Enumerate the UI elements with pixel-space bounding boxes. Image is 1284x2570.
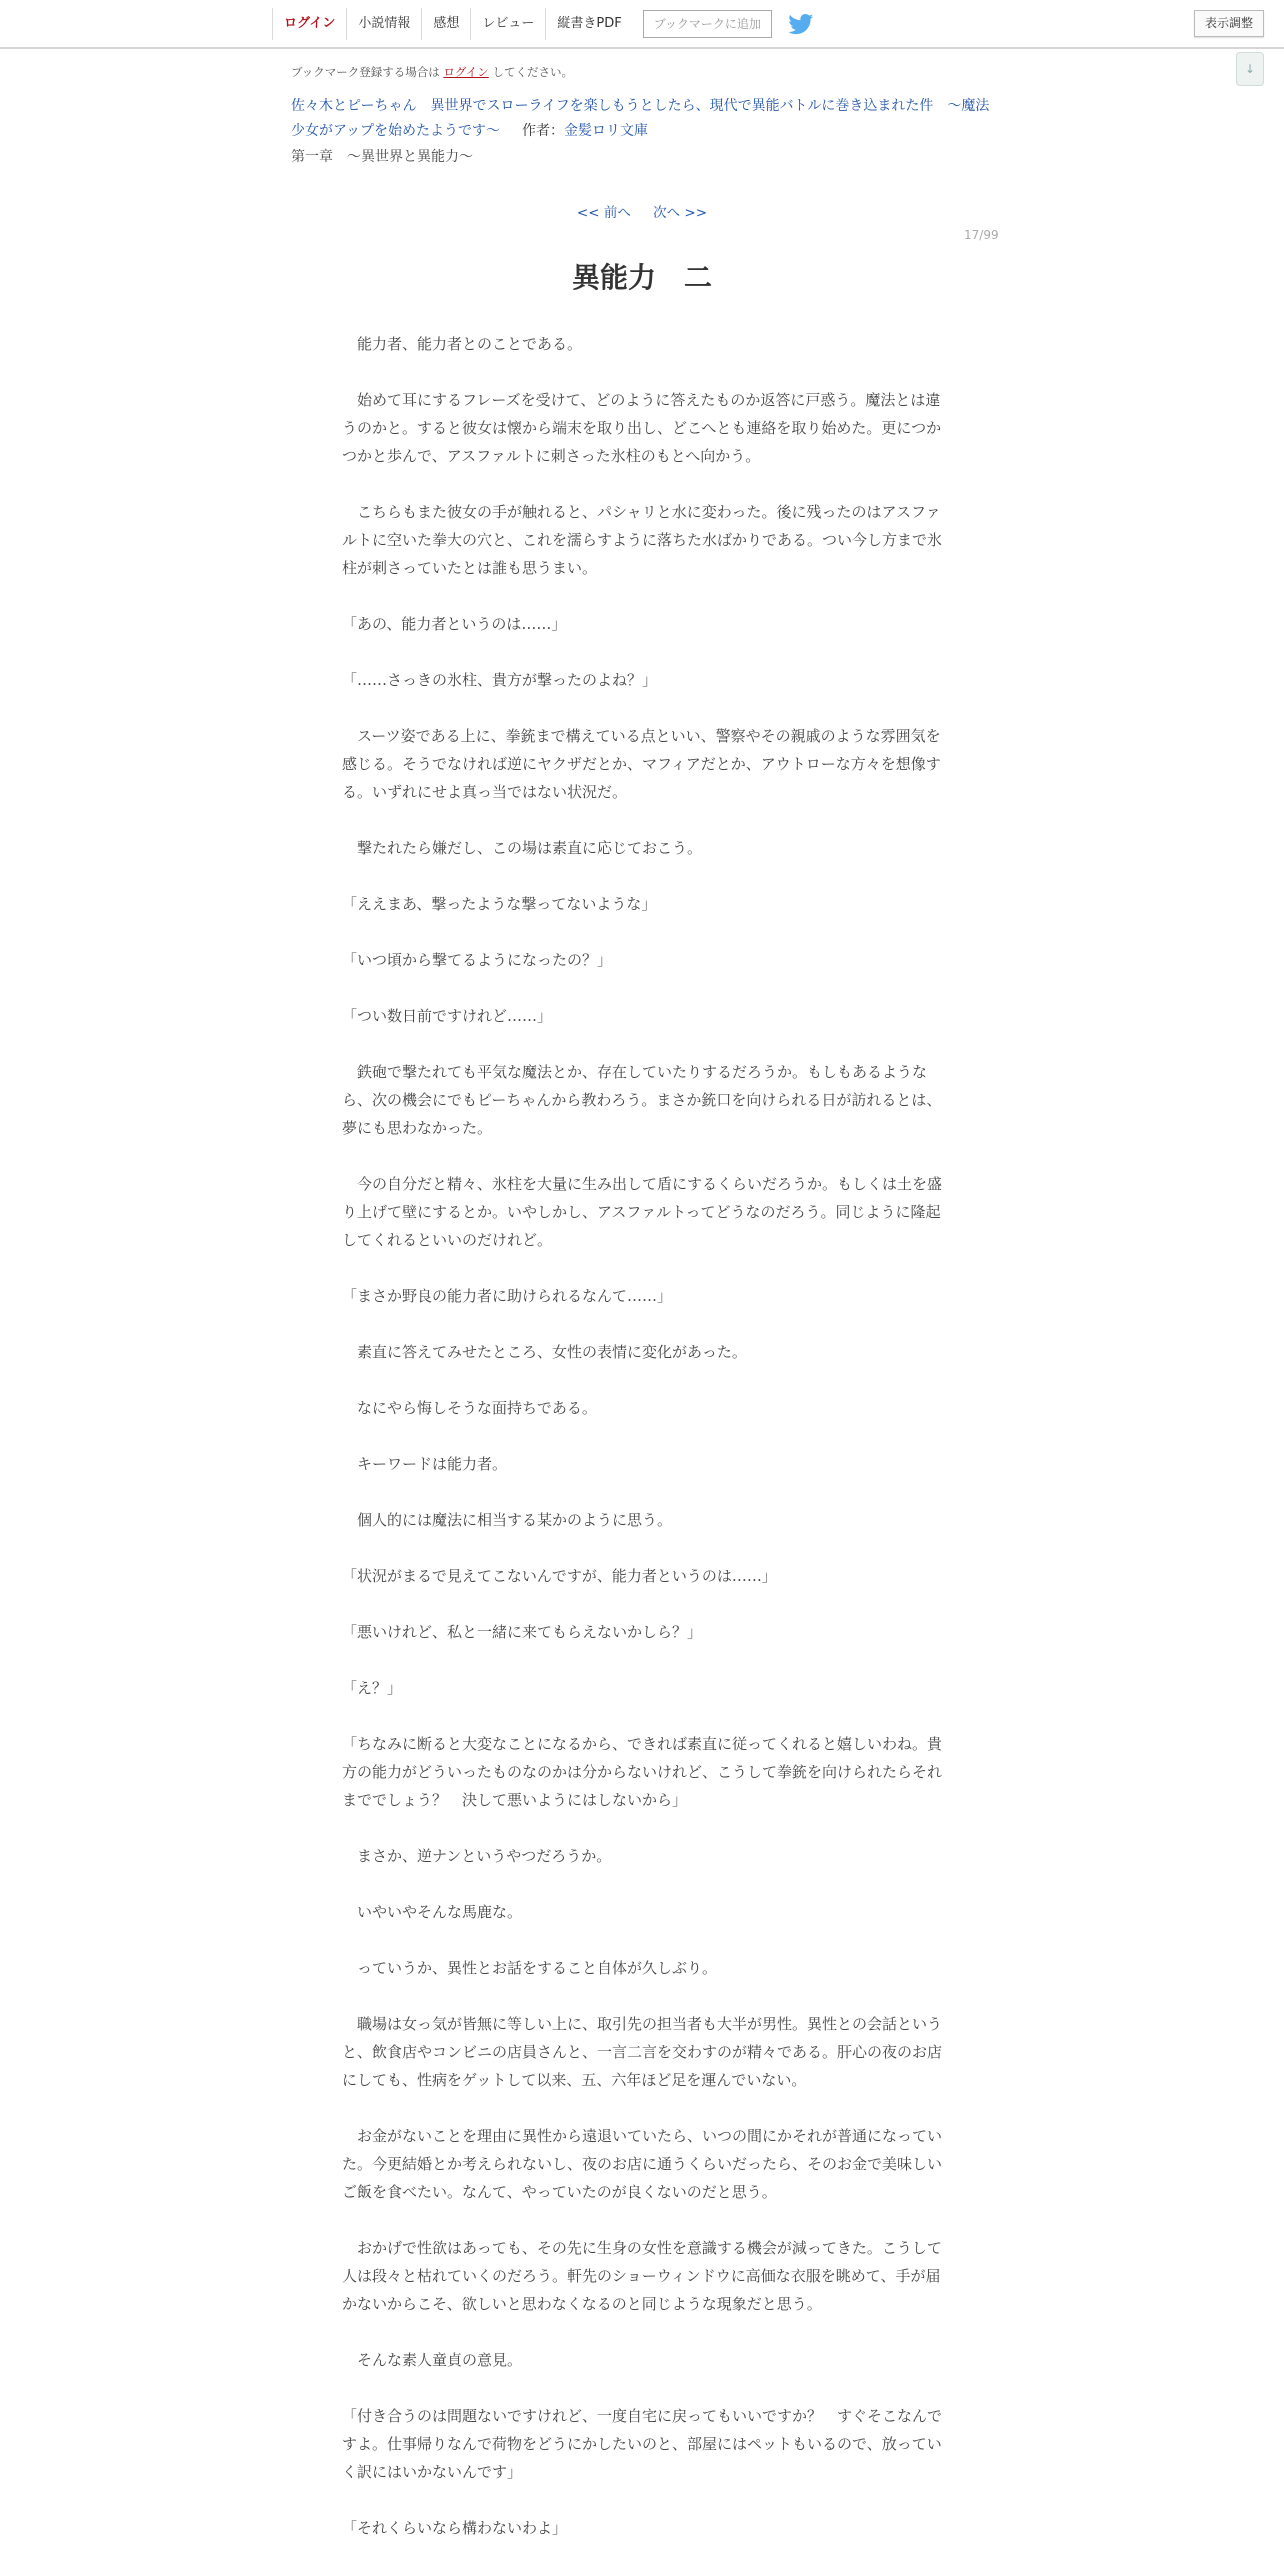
body-paragraph: 「え？」 (342, 1679, 403, 1697)
scroll-down-button[interactable]: ↓ (1236, 52, 1264, 86)
bookmark-note-suffix: してください。 (492, 65, 573, 79)
author-link[interactable]: 金髪ロリ文庫 (564, 123, 649, 139)
body-paragraph: 鉄砲で撃たれても平気な魔法とか、存在していたりするだろうか。もしもあるようなら、次の機会にでもピーちゃんから教わろう。まさか銃口を向けられる日が訪れるとは、夢にも思わなかった。 (342, 1063, 942, 1137)
body-paragraph: 「付き合うのは問題ないですけれど、一度自宅に戻ってもいいですか？ すぐそこなんですよ。仕事帰りなんで荷物をどうにかしたいのと、部屋にはペットもいるので、放っていく訳にはいかないんです」 (342, 2407, 943, 2481)
novel-title-link[interactable]: 佐々木とピーちゃん 異世界でスローライフを楽しもうとしたら、現代で異能バトルに巻き込まれた件 ～魔法少女がアップを始めたようです～ (291, 98, 990, 139)
novel-info-link[interactable]: 小説情報 (346, 8, 421, 40)
next-episode-link[interactable]: 次へ >> (653, 205, 708, 221)
body-paragraph: っていうか、異性とお話をすること自体が久しぶり。 (342, 1959, 718, 1977)
body-paragraph: 今の自分だと精々、氷柱を大量に生み出して盾にするくらいだろうか。もしくは土を盛り上げて壁にするとか。いやしかし、アスファルトってどうなのだろう。同じように隆起してくれるといいのだけれど。 (342, 1175, 943, 1249)
body-paragraph: 「つい数日前ですけれど……」 (342, 1007, 553, 1025)
body-paragraph: いやいやそんな馬鹿な。 (342, 1903, 523, 1921)
body-paragraph: 撃たれたら嫌だし、この場は素直に応じておこう。 (342, 839, 703, 857)
body-paragraph: 「ええまあ、撃ったような撃ってないような」 (342, 895, 657, 913)
episode-subtitle: 異能力 二 (571, 261, 712, 294)
body-paragraph: 「まさか野良の能力者に助けられるなんて……」 (342, 1287, 673, 1305)
novel-header (291, 94, 991, 144)
episode-count: 17/99 (964, 228, 999, 242)
body-paragraph: スーツ姿である上に、拳銃まで構えている点といい、警察やその親戚のような雰囲気を感じる。そうでなければ逆にヤクザだとか、マフィアだとか、アウトローな方々を想像する。いずれにせよ真っ当ではない状況だ。 (342, 727, 941, 801)
bookmark-note-login-link[interactable]: ログイン (443, 65, 489, 79)
body-paragraph: こちらもまた彼女の手が触れると、パシャリと水に変わった。後に残ったのはアスファルトに空いた拳大の穴と、これを濡らすように落ちた水ばかりである。つい今し方まで氷柱が刺さっていたとは誰も思うまい。 (342, 503, 943, 577)
body-paragraph: 始めて耳にするフレーズを受けて、どのように答えたものか返答に戸惑う。魔法とは違うのかと。すると彼女は懐から端末を取り出し、どこへとも連絡を取り始めた。更につかつかと歩んで、アスファルトに刺さった氷柱のもとへ向かう。 (342, 391, 942, 465)
vertical-pdf-link[interactable]: 縦書きPDF (545, 8, 632, 40)
body-paragraph: キーワードは能力者。 (342, 1455, 508, 1473)
body-paragraph: そんな素人童貞の意見。 (342, 2351, 523, 2369)
prev-episode-link[interactable]: << 前へ (576, 205, 631, 221)
body-paragraph: 「あの、能力者というのは……」 (342, 615, 567, 633)
review-link[interactable]: レビュー (470, 8, 545, 40)
chapter-title: 第一章 ～異世界と異能力～ (291, 149, 473, 165)
impressions-link[interactable]: 感想 (421, 8, 470, 40)
body-paragraph: 「ちなみに断ると大変なことになるから、できれば素直に従ってくれると嬉しいわね。貴方の能力がどういったものなのかは分からないけれど、こうして拳銃を向けられたらそれまででしょう？ 決して悪いようにはしないから」 (342, 1735, 943, 1809)
bookmark-note-prefix: ブックマーク登録する場合は (291, 65, 440, 79)
novel-body (342, 330, 942, 2570)
twitter-bird-icon[interactable] (788, 13, 814, 35)
author-label: 作者： (522, 123, 565, 139)
bookmark-login-note (291, 64, 573, 80)
body-paragraph: 「悪いけれど、私と一緒に来てもらえないかしら？」 (342, 1623, 703, 1641)
body-paragraph: 「それくらいなら構わないわよ」 (342, 2519, 568, 2537)
body-paragraph: 「いつ頃から撃てるようになったの？」 (342, 951, 613, 969)
body-paragraph: まさか、逆ナンというやつだろうか。 (342, 1847, 612, 1865)
episode-pager (0, 201, 1284, 221)
body-paragraph: 職場は女っ気が皆無に等しい上に、取引先の担当者も大半が男性。異性との会話というと、飲食店やコンビニの店員さんと、一言二言を交わすのが精々である。肝心の夜のお店にしても、性病をゲットして以来、五、六年ほど足を運んでいない。 (342, 2015, 943, 2089)
body-paragraph: 「状況がまるで見えてこないんですが、能力者というのは……」 (342, 1567, 777, 1585)
body-paragraph: なにやら悔しそうな面持ちである。 (342, 1399, 597, 1417)
body-paragraph: お金がないことを理由に異性から遠退いていたら、いつの間にかそれが普通になっていた。今更結婚とか考えられないし、夜のお店に通うくらいだったら、そのお金で美味しいご飯を食べたい。なんて、やっていたのが良くないのだと思う。 (342, 2127, 943, 2201)
global-nav (272, 8, 814, 40)
body-paragraph: 「……さっきの氷柱、貴方が撃ったのよね？」 (342, 671, 658, 689)
login-link[interactable]: ログイン (272, 8, 346, 40)
body-paragraph: 素直に答えてみせたところ、女性の表情に変化があった。 (342, 1343, 747, 1361)
body-paragraph: おかげで性欲はあっても、その先に生身の女性を意識する機会が減ってきた。こうして人は段々と枯れていくのだろう。軒先のショーウィンドウに高価な衣服を眺めて、手が届かないからこそ、欲しいと思わなくなるのと同じような現象だと思う。 (342, 2239, 942, 2313)
display-settings-button[interactable]: 表示調整 (1194, 10, 1264, 37)
add-bookmark-button[interactable]: ブックマークに追加 (643, 10, 772, 38)
top-navigation-bar (0, 0, 1284, 49)
body-paragraph: 個人的には魔法に相当する某かのように思う。 (342, 1511, 673, 1529)
body-paragraph: 能力者、能力者とのことである。 (342, 335, 583, 353)
